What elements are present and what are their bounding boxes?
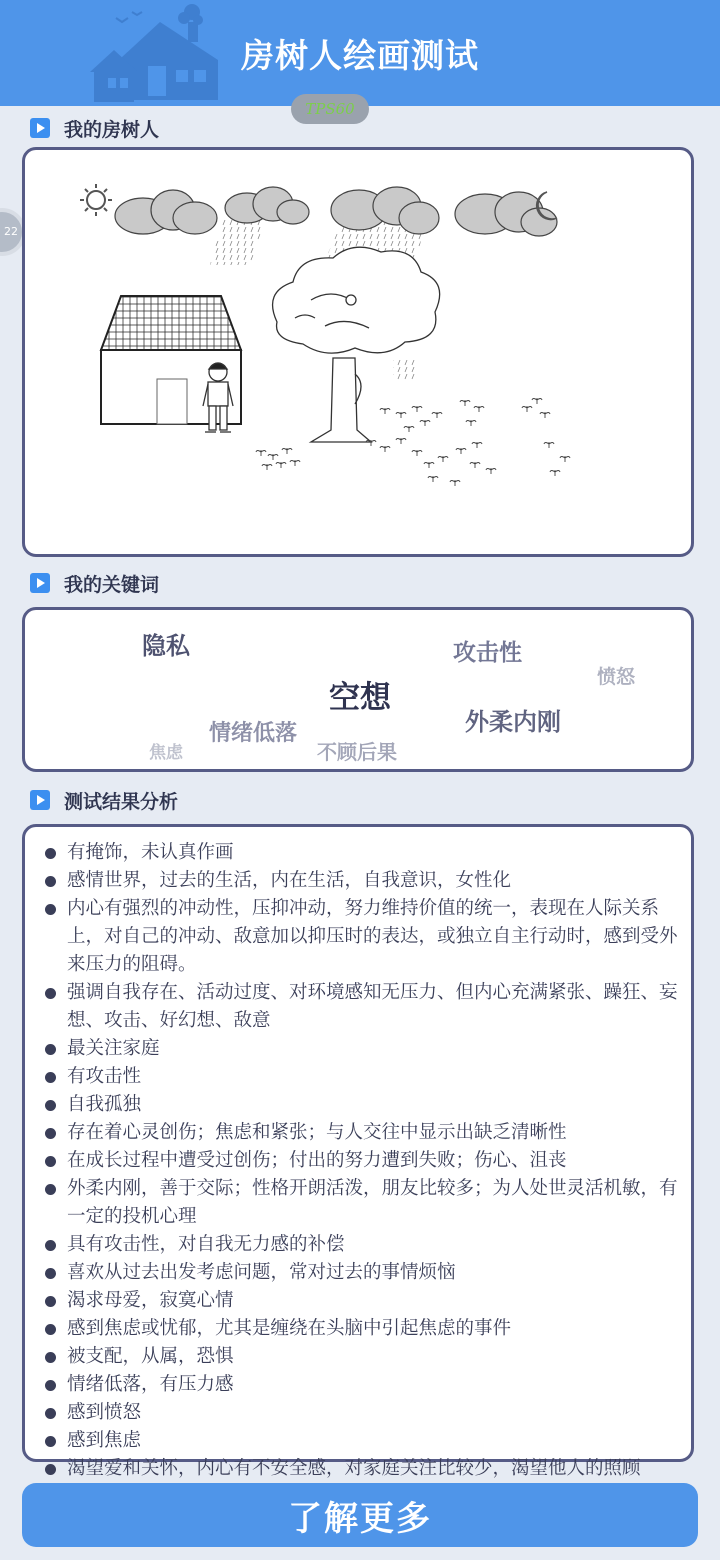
play-icon: [30, 118, 50, 138]
keyword-tag: 情绪低落: [209, 721, 298, 746]
list-item: 有掩饰，未认真作画: [43, 839, 681, 867]
list-item: 强调自我存在、活动过度、对环境感知无压力、但内心充满紧张、躁狂、妄想、攻击、好幻想、敌意: [43, 979, 681, 1035]
keyword-tag: 不顾后果: [317, 740, 397, 764]
section-title-drawing: 我的房树人: [30, 116, 159, 140]
list-item: 感情世界，过去的生活，内在生活，自我意识，女性化: [43, 867, 681, 895]
list-item: 内心有强烈的冲动性，压抑冲动，努力维持价值的统一，表现在人际关系上，对自己的冲动、敌意加以抑压时的表达，或独立自主行动时，感到受外来压力的阻碍。: [43, 895, 681, 979]
learn-more-button[interactable]: 了解更多: [22, 1483, 698, 1547]
section-title-analysis: 测试结果分析: [30, 788, 178, 812]
list-item: 感到愤怒: [43, 1399, 681, 1427]
keyword-tag: 焦虑: [149, 743, 183, 763]
analysis-list: [25, 827, 691, 1483]
sun-icon: [80, 184, 112, 216]
play-icon: [30, 790, 50, 810]
page-title: 房树人绘画测试: [241, 36, 479, 75]
house-tree-person-drawing: [25, 150, 691, 554]
keyword-tag: 隐私: [142, 632, 190, 660]
tree-drawing: [273, 247, 440, 442]
keyword-cloud: [22, 607, 694, 772]
keyword-tag: 空想: [329, 680, 391, 716]
list-item: 具有攻击性，对自我无力感的补偿: [43, 1231, 681, 1259]
list-item: 感到焦虑或忧郁，尤其是缠绕在头脑中引起焦虑的事件: [43, 1315, 681, 1343]
list-item: 被支配，从属，恐惧: [43, 1343, 681, 1371]
keyword-tag: 愤怒: [597, 666, 636, 688]
floating-side-button[interactable]: 22: [0, 208, 26, 256]
list-item: 喜欢从过去出发考虑问题，常对过去的事情烦恼: [43, 1259, 681, 1287]
list-item: 情绪低落，有压力感: [43, 1371, 681, 1399]
analysis-list-card[interactable]: [22, 824, 694, 1479]
list-item: 自我孤独: [43, 1091, 681, 1119]
list-item: 最关注家庭: [43, 1035, 681, 1063]
list-item: 在成长过程中遭受过创伤；付出的努力遭到失败；伤心、沮丧: [43, 1147, 681, 1175]
list-item: 渴求母爱，寂寞心情: [43, 1287, 681, 1315]
keyword-tag: 外柔内刚: [465, 708, 561, 736]
list-item: 存在着心灵创伤；焦虑和紧张；与人交往中显示出缺乏清晰性: [43, 1119, 681, 1147]
list-item: 感到焦虑: [43, 1427, 681, 1455]
drawing-card: [22, 147, 694, 557]
keyword-tag: 攻击性: [453, 640, 522, 666]
list-item: 外柔内刚，善于交际；性格开朗活泼，朋友比较多；为人处世灵活机敏，有一定的投机心理: [43, 1175, 681, 1231]
section-title-keywords: 我的关键词: [30, 571, 159, 595]
list-item: 有攻击性: [43, 1063, 681, 1091]
cloud-icon: [115, 187, 557, 236]
header-bar: [0, 0, 720, 106]
tps-badge: TPS60: [291, 94, 369, 124]
play-icon: [30, 573, 50, 593]
list-item: 渴望爱和关怀，内心有不安全感，对家庭关注比较少，渴望他人的照顾: [43, 1455, 681, 1483]
